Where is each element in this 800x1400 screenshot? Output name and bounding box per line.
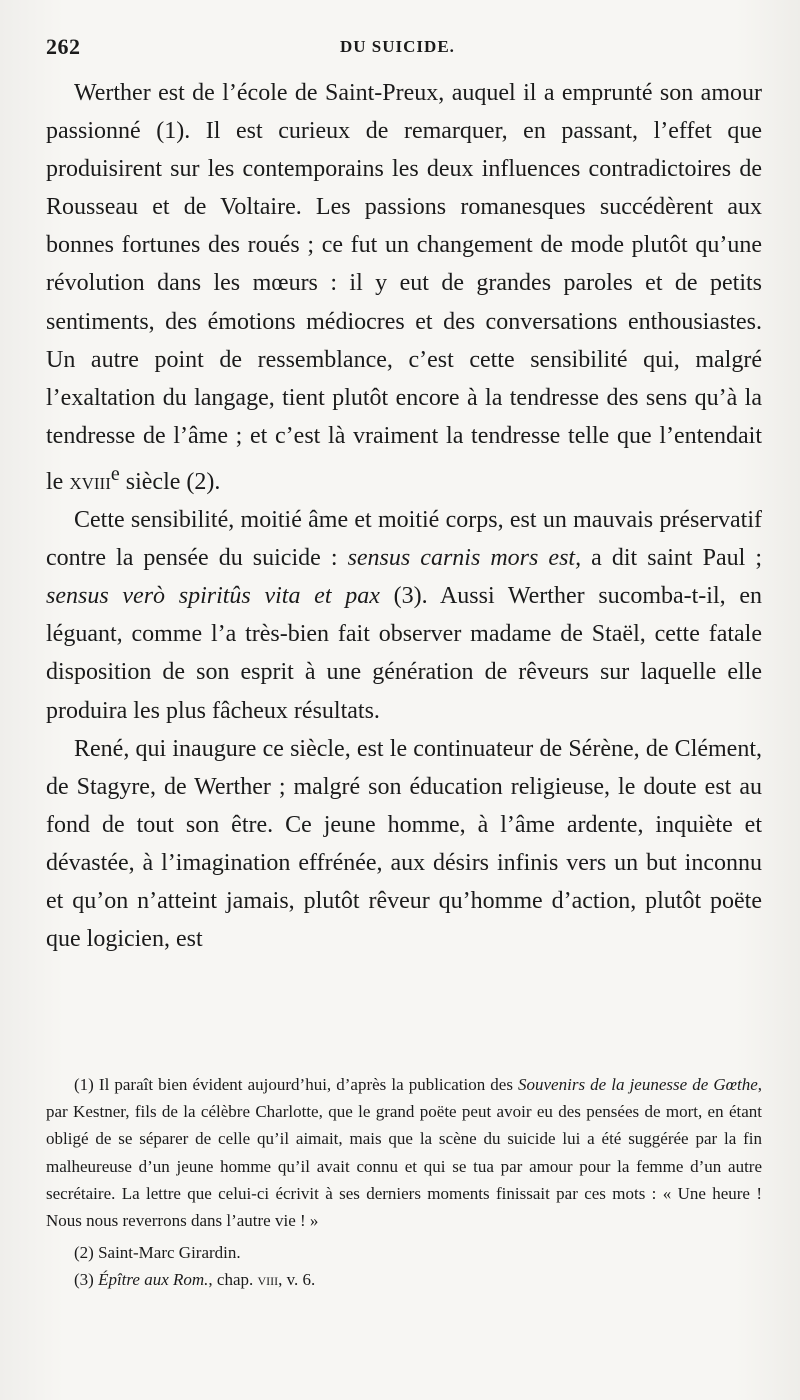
latin-quote: sensus verò spiritûs vita et pax: [46, 583, 380, 610]
paragraph-text: Werther est de l’école de Saint-Preux, auquel il a emprunté son amour passionné (1). Il est curieux de remarquer, en passant, l’effet que produisirent sur les contemporains les deux influences contradictoires de Rousseau et de Voltaire. Les passions romanesques succédèrent aux bonnes fortunes des roués ; ce fut un changement de mode plutôt qu’une révolution dans les mœurs : il y eut de grandes paroles et de petits sentiments, des émotions médiocres et des conversations enthousiastes. Un autre point de ressemblance, c’est cette sensibilité qui, malgré l’exaltation du langage, tient plutôt encore à la tendresse des sens qu’à la tendresse de l’âme ; et c’est là vraiment la tendresse telle que l’entendait le: [46, 80, 762, 495]
paragraph-text: (3). Aussi Werther sucomba-t-il, en léguant, comme l’a très-bien fait observer madame de Staël, cette fatale disposition de son esprit à une génération de rêveurs sur laquelle elle produira les plus fâcheux résultats.: [46, 583, 762, 724]
footnote-text: , par Kestner, fils de la célèbre Charlotte, que le grand poëte peut avoir eu des pensées de mort, en étant obligé de se séparer de celle qu’il aimait, mais que la scène du suicide lui a été suggérée par la fin malheureuse d’un jeune homme qu’il avait connu et qui se tua par amour pour la femme d’un autre secrétaire. La lettre que celui-ci écrivit à ses derniers moments finissait par ces mots : « Une heure ! Nous nous reverrons dans l’autre vie ! »: [46, 1075, 762, 1231]
footnote-2: [46, 1239, 762, 1266]
paragraph-werther: [46, 74, 762, 501]
footnote-text: , chap.: [208, 1270, 258, 1290]
paragraph-text: siècle (2).: [119, 468, 221, 495]
century-superscript: e: [110, 462, 120, 485]
footnote-1: [46, 1071, 762, 1234]
footnote-text: , v. 6.: [278, 1270, 316, 1290]
paragraph-text: René, qui inaugure ce siècle, est le continuateur de Sérène, de Clément, de Stagyre, de Werther ; malgré son éducation religieuse, le doute est au fond de tout son être. Ce jeune homme, à l’âme ardente, inquiète et dévastée, à l’imagination effrénée, aux désirs infinis vers un but inconnu et qu’on n’atteint jamais, plutôt rêveur qu’homme d’action, plutôt poëte que logicien, est: [46, 735, 762, 953]
book-title: Souvenirs de la jeunesse de Gœthe: [518, 1075, 758, 1094]
paragraph-text: Cette sensibilité, moitié âme et moitié corps, est un mauvais préservatif contre la pensée du suicide :: [46, 507, 762, 572]
footnotes: [46, 1071, 762, 1294]
main-text: [46, 74, 762, 958]
footnote-text: (1) Il paraît bien évident aujourd’hui, d’après la publication des: [74, 1075, 519, 1094]
footnote-text: (3): [74, 1270, 99, 1290]
century-numeral: xviii: [69, 468, 111, 495]
paragraph-rene: [46, 730, 762, 959]
chapter-numeral: viii: [257, 1270, 279, 1290]
page-number: 262: [46, 34, 81, 59]
paragraph-text: a dit saint Paul ;: [581, 545, 763, 572]
footnote-text: (2) Saint-Marc Girardin.: [74, 1243, 241, 1263]
citation-title: Épître aux Rom.: [98, 1270, 209, 1290]
latin-quote: sensus carnis mors est,: [347, 545, 582, 572]
running-head: DU SUICIDE.: [340, 37, 455, 56]
page-header: [46, 34, 762, 64]
footnote-3: [46, 1266, 762, 1293]
paragraph-sensibilite: [46, 501, 762, 730]
